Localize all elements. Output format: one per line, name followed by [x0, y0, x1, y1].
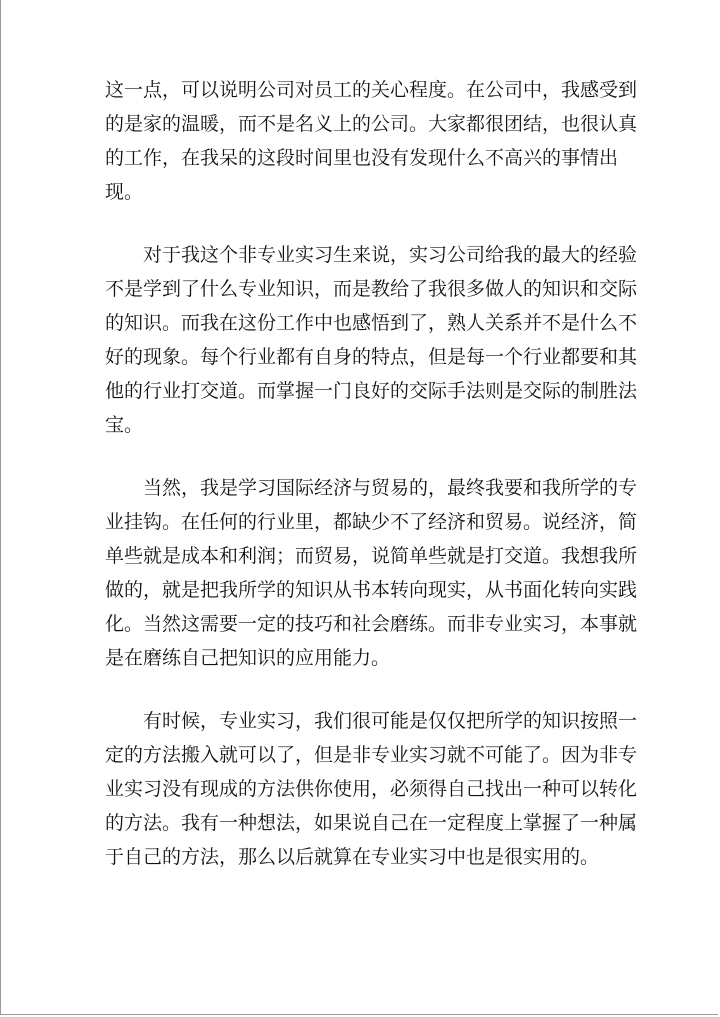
paragraph-line: 当然，我是学习国际经济与贸易的，最终我要和我所学的专	[143, 477, 638, 499]
paragraph-line: 的是家的温暖，而不是名义上的公司。大家都很团结，也很认真	[105, 113, 638, 135]
paragraph-line: 业实习没有现成的方法供你使用，必须得自己找出一种可以转化	[105, 778, 638, 800]
paragraph-line: 有时候，专业实习，我们很可能是仅仅把所学的知识按照一	[143, 710, 638, 732]
paragraph-line: 对于我这个非专业实习生来说，实习公司给我的最大的经验	[143, 244, 638, 266]
paragraph-line: 是在磨练自己把知识的应用能力。	[105, 647, 391, 669]
paragraph-line: 的工作，在我呆的这段时间里也没有发现什么不高兴的事情出	[105, 147, 619, 169]
paragraph-line: 做的，就是把我所学的知识从书本转向现实，从书面化转向实践	[105, 579, 638, 601]
paragraph-line: 的方法。我有一种想法，如果说自己在一定程度上掌握了一种属	[105, 812, 638, 834]
document-body	[105, 73, 638, 874]
paragraph-line: 业挂钩。在任何的行业里，都缺少不了经济和贸易。说经济，简	[105, 511, 638, 533]
paragraph-3	[105, 471, 638, 675]
paragraph-line: 不是学到了什么专业知识，而是教给了我很多做人的知识和交际	[105, 278, 638, 300]
paragraph-line: 单些就是成本和利润；而贸易，说简单些就是打交道。我想我所	[105, 545, 638, 567]
paragraph-spacer	[105, 675, 625, 704]
paragraph-line: 的知识。而我在这份工作中也感悟到了，熟人关系并不是什么不	[105, 312, 638, 334]
paragraph-4	[105, 704, 638, 874]
paragraph-line: 他的行业打交道。而掌握一门良好的交际手法则是交际的制胜法	[105, 380, 638, 402]
paragraph-line: 定的方法搬入就可以了，但是非专业实习就不可能了。因为非专	[105, 744, 638, 766]
paragraph-line: 化。当然这需要一定的技巧和社会磨练。而非专业实习，本事就	[105, 613, 638, 635]
paragraph-2	[105, 238, 638, 442]
paragraph-line: 这一点，可以说明公司对员工的关心程度。在公司中，我感受到	[105, 79, 638, 101]
paragraph-1	[105, 73, 638, 209]
paragraph-line: 宝。	[105, 414, 144, 436]
paragraph-line: 于自己的方法，那么以后就算在专业实习中也是很实用的。	[105, 846, 600, 868]
paragraph-spacer	[105, 442, 625, 471]
paragraph-line: 现。	[105, 181, 144, 203]
paragraph-line: 好的现象。每个行业都有自身的特点，但是每一个行业都要和其	[105, 346, 638, 368]
paragraph-spacer	[105, 209, 625, 238]
